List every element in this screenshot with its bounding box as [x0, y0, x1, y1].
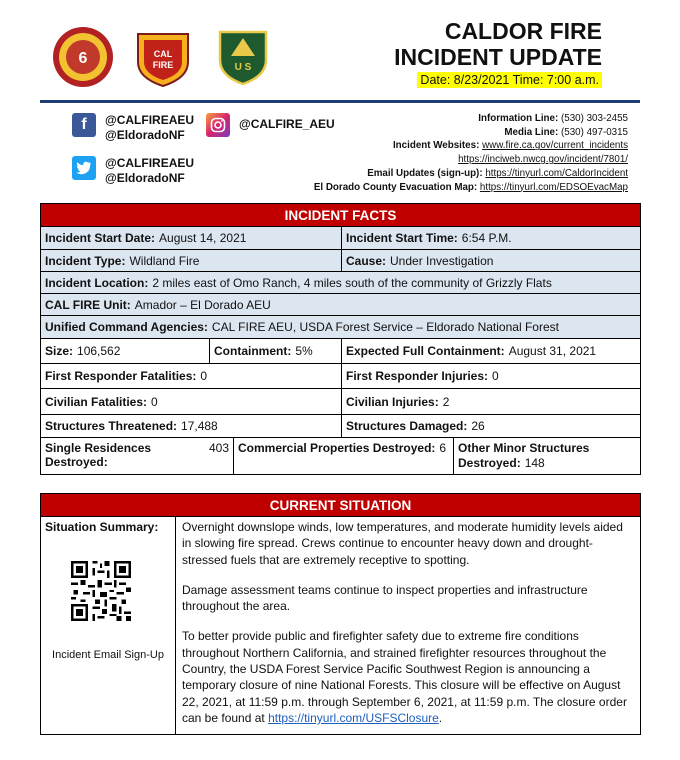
unified-command-cell: Unified Command Agencies: CAL FIRE AEU, USDA Forest Service – Eldorado National Forest	[45, 320, 559, 334]
cause-cell: Cause: Under Investigation	[341, 250, 640, 271]
residences-destroyed-cell: Single Residences Destroyed: 403	[45, 441, 229, 469]
other-structures-cell: Other Minor Structures Destroyed: 148	[453, 438, 640, 474]
logo-group	[52, 26, 274, 88]
fire-ca-gov-link[interactable]: www.fire.ca.gov/current_incidents	[482, 140, 628, 152]
table-row	[40, 438, 641, 475]
situation-text	[176, 517, 640, 734]
civilian-injuries-cell: Civilian Injuries: 2	[341, 389, 640, 414]
table-row	[40, 415, 641, 438]
us-forest-service-logo	[212, 26, 274, 88]
commercial-destroyed-cell: Commercial Properties Destroyed: 6	[233, 438, 453, 474]
page-subtitle: INCIDENT UPDATE	[394, 44, 602, 70]
situation-left-column	[41, 517, 176, 734]
usfs-closure-link[interactable]: https://tinyurl.com/USFSClosure	[268, 710, 439, 725]
qr-caption: Incident Email Sign-Up	[52, 649, 164, 661]
contact-info	[314, 112, 628, 194]
evac-map-link[interactable]: https://tinyurl.com/EDSOEvacMap	[479, 181, 628, 193]
qr-code[interactable]	[71, 561, 131, 621]
situation-paragraph: Damage assessment teams continue to inspect properties and infrastructure throughout the area.	[182, 582, 588, 614]
structures-damaged-cell: Structures Damaged: 26	[341, 415, 640, 437]
fr-fatalities-cell: First Responder Fatalities: 0	[45, 369, 208, 383]
location-cell: Incident Location: 2 miles east of Omo Ranch, 4 miles south of the community of Grizzly Flats	[45, 275, 552, 290]
svg-text:FIRE: FIRE	[152, 60, 174, 70]
situation-summary-label: Situation Summary:	[45, 520, 159, 534]
email-updates: Email Updates (sign-up): https://tinyurl.com/CaldorIncident	[367, 167, 628, 179]
situation-paragraph: Overnight downslope winds, low temperatures, and moderate humidity levels aided in slowing fire spread. Crews continue to encounter heavy down and drought-stressed fuels that are extremely receptive to spotting.	[182, 520, 623, 567]
cal-fire-logo	[132, 26, 194, 88]
table-row	[40, 339, 641, 364]
size-cell: Size: 106,562	[45, 344, 121, 358]
media-line: Media Line: (530) 497-0315	[504, 126, 628, 138]
information-line: Information Line: (530) 303-2455	[478, 113, 628, 124]
situation-paragraph: To better provide public and firefighter safety due to extreme fire conditions throughout Northern California, and strained firefighter resources throughout the Country, the USDA Forest Service Pacific Southwest Region is announcing a temporary closure of nine National Forests. This closure will be effective on August 22, 2021, at 11:59 p.m. through September 6, 2021, at 11:59 p.m. The closure order can be found at https://tinyurl.com/USFSClosure.	[182, 629, 627, 725]
cal-fire-unit-cell: CAL FIRE Unit: Amador – El Dorado AEU	[45, 297, 271, 312]
svg-text:U S: U S	[234, 62, 252, 73]
table-row	[40, 294, 641, 316]
incident-facts-table	[40, 203, 641, 475]
current-situation-header: CURRENT SITUATION	[40, 493, 641, 517]
instagram-icon	[206, 113, 230, 137]
header-divider	[40, 100, 640, 103]
table-row	[40, 272, 641, 294]
table-row	[40, 364, 641, 389]
page-title: CALDOR FIRE	[444, 18, 602, 44]
incident-type-cell: Incident Type: Wildland Fire	[45, 253, 200, 268]
start-time-cell: Incident Start Time: 6:54 P.M.	[341, 227, 640, 249]
cal-fire-aeu-logo	[52, 26, 114, 88]
instagram-handle: @CALFIRE_AEU	[206, 113, 335, 137]
containment-cell: Containment: 5%	[209, 339, 341, 363]
structures-threatened-cell: Structures Threatened: 17,488	[45, 419, 218, 433]
inciweb-link[interactable]: https://inciweb.nwcg.gov/incident/7801/	[458, 154, 628, 166]
incident-websites: Incident Websites: www.fire.ca.gov/current_incidents	[392, 140, 628, 152]
svg-text:CAL: CAL	[153, 49, 173, 59]
table-row	[40, 227, 641, 250]
twitter-handle: @CALFIREAEU @EldoradoNF	[72, 156, 194, 186]
date-time-line: Date: 8/23/2021 Time: 7:00 a.m.	[417, 72, 602, 88]
twitter-icon	[72, 156, 96, 180]
table-row	[40, 316, 641, 339]
civilian-fatalities-cell: Civilian Fatalities: 0	[45, 394, 158, 409]
title-block	[394, 18, 602, 89]
fr-injuries-cell: First Responder Injuries: 0	[341, 364, 640, 388]
facebook-icon: f	[72, 113, 96, 137]
svg-text:6: 6	[78, 50, 88, 67]
situation-body	[40, 517, 641, 735]
current-situation-table	[40, 493, 641, 735]
full-containment-cell: Expected Full Containment: August 31, 2021	[341, 339, 640, 363]
start-date-cell: Incident Start Date: August 14, 2021	[45, 231, 247, 245]
table-row	[40, 389, 641, 415]
table-row	[40, 250, 641, 272]
evacuation-map: El Dorado County Evacuation Map: https://tinyurl.com/EDSOEvacMap	[313, 181, 628, 193]
email-signup-link[interactable]: https://tinyurl.com/CaldorIncident	[485, 167, 628, 179]
facebook-handle: f @CALFIREAEU @EldoradoNF	[72, 113, 194, 143]
incident-facts-header: INCIDENT FACTS	[40, 203, 641, 227]
